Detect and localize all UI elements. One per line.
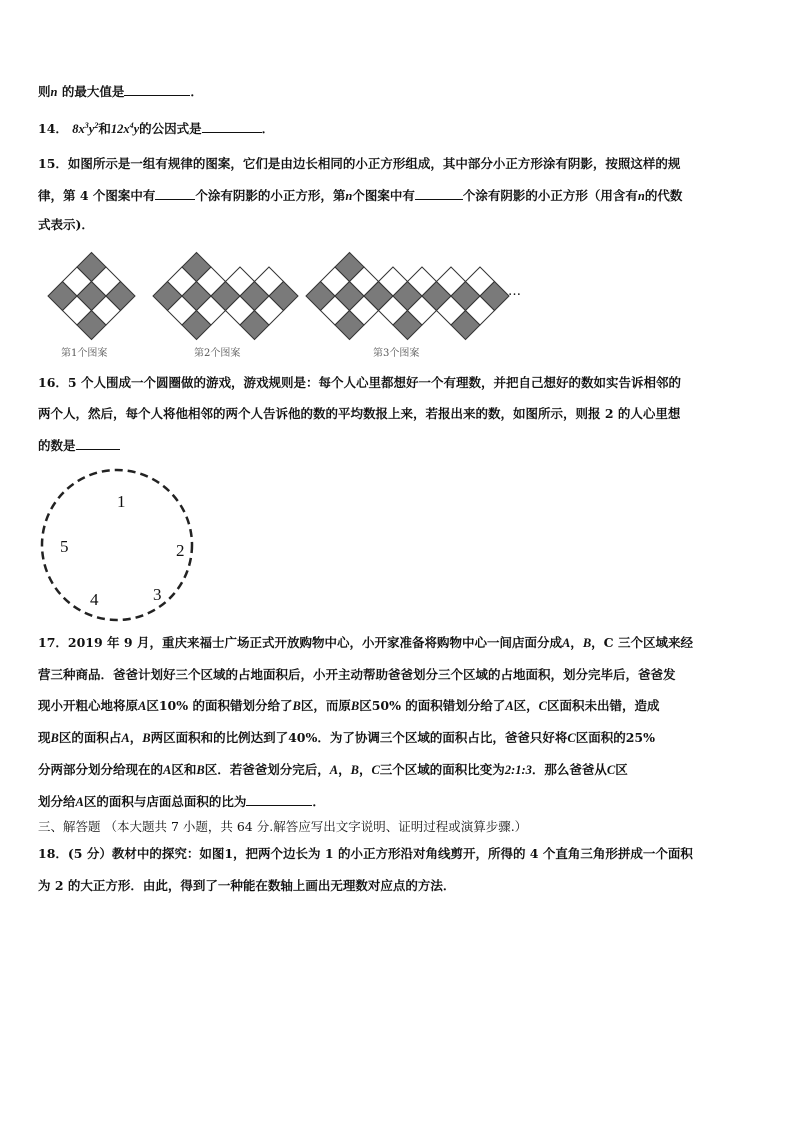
q17-line3 [38, 697, 756, 715]
q15-var-n2: n [637, 189, 645, 203]
q17-l4c: ， [129, 730, 143, 745]
q15-line2a: 律，第 4 个图案中有 [38, 188, 156, 203]
q17-l5b: 区和 [171, 762, 197, 777]
q17-l1a: 17．2019 年 9 月，重庆来福士广场正式开放购物中心，小开家准备将购物中心一间店面分成 [38, 635, 562, 650]
q17-l6-var-A: A [75, 795, 84, 809]
q18-line1: 18．(5 分）教材中的探究：如图1，把两个边长为 1 的小正方形沿对角线剪开，所得的 4 个直角三角形拼成一个面积 [38, 846, 693, 861]
q17-l3e: 区， [513, 698, 539, 713]
q15-line2e: 的代数 [644, 188, 683, 203]
q17-l4-var-B2: B [142, 731, 151, 745]
q17-l5a: 分两部分划分给现在的 [38, 762, 164, 777]
q14-exp3: 4 [129, 121, 134, 130]
q13-text-pre: 则 [38, 84, 51, 99]
q15-var-n: n [345, 189, 353, 203]
q17-l1-var-B: B [582, 636, 592, 650]
q17-l5-var-C2: C [606, 763, 616, 777]
q17-ratio: 2:1:3 [504, 763, 532, 777]
q17-l1-var-A: A [561, 636, 571, 650]
q17-l4a: 现 [38, 730, 51, 745]
q17-line6 [38, 792, 756, 811]
q14-exp1: 3 [84, 121, 89, 130]
caption-pattern-1: 第1个图案 [61, 348, 108, 359]
q17-l6b: 区的面积与店面总面积的比为 [83, 794, 247, 809]
q15-line1: 15．如图所示是一组有规律的图案，它们是由边长相同的小正方形组成，其中部分小正方形涂有阴影，按照这样的规 [38, 156, 681, 171]
q14-y1: y [88, 122, 95, 136]
q13-end: ． [190, 84, 203, 99]
q14-y2: y [133, 122, 140, 136]
circle-number-5: 5 [60, 537, 69, 556]
q17-l4e: 区面积的25% [575, 730, 655, 745]
q13-var: n [50, 85, 58, 99]
q17-l4-var-B: B [50, 731, 59, 745]
q17-l3-var-C: C [538, 699, 548, 713]
circle-number-1: 1 [117, 492, 126, 511]
q17-l1b: ，C 三个区域来经 [591, 635, 693, 650]
q15-line3: 式表示)． [38, 217, 94, 232]
q17-l5-var-B2: B [350, 763, 359, 777]
q17-l5e: ．那么爸爸从 [531, 762, 607, 777]
q15-line2b: 个涂有阴影的小正方形，第 [195, 188, 346, 203]
q17-l4-var-C: C [567, 731, 576, 745]
q14-exp2: 2 [94, 121, 99, 130]
q17-l3a: 现小开粗心地将原 [38, 698, 139, 713]
q17-l3b: 区10% 的面积错划分给了 [146, 698, 293, 713]
q17-l5-var-A2: A [329, 763, 339, 777]
q14-expr2: 12x [110, 122, 130, 136]
q15-line2d: 个涂有阴影的小正方形（用含有 [462, 188, 638, 203]
caption-pattern-2: 第2个图案 [194, 348, 241, 359]
q17-l3d: 区50% 的面积错划分给了 [359, 698, 506, 713]
q17-l3f: 区面积未出错，造成 [547, 698, 660, 713]
q17-l5f: 区 [615, 762, 628, 777]
q17-l3-var-A2: A [505, 699, 514, 713]
q17-l4-var-A: A [121, 731, 130, 745]
q14-number: 14． [38, 121, 68, 136]
q17-l5-sep1: ， [338, 762, 351, 777]
section-3-heading: 三、解答题 （本大题共 7 小题，共 64 分.解答应写出文字说明、证明过程或演算步骤.） [38, 819, 528, 834]
q17-l3-var-B: B [292, 699, 301, 713]
q17-l3c: 区，而原 [300, 698, 351, 713]
q17-l4b: 区的面积占 [58, 730, 122, 745]
q17-l5d: 三个区域的面积比变为 [379, 762, 505, 777]
q17-l3-var-B2: B [350, 699, 360, 713]
q17-l3-var-A: A [138, 699, 147, 713]
caption-pattern-3: 第3个图案 [373, 348, 420, 359]
q14-and: 和 [98, 121, 111, 136]
q17-l5-var-C: C [371, 763, 380, 777]
circle-number-3: 3 [153, 585, 162, 604]
q17-l5-var-B: B [196, 763, 205, 777]
q18-line2: 为 2 的大正方形．由此，得到了一种能在数轴上画出无理数对应点的方法． [38, 878, 456, 893]
ellipsis-icon: … [508, 284, 521, 299]
q17-l5-sep2: ， [358, 762, 372, 777]
q14-post: 的公因式是 [139, 121, 202, 136]
q16-line1: 16．5 个人围成一个圆圈做的游戏，游戏规则是：每个人心里都想好一个有理数，并把自己想好的数如实告诉相邻的 [38, 375, 681, 390]
q17-line5 [38, 761, 756, 779]
q17-line1 [38, 634, 756, 652]
q17-l4d: 两区面积和的比例达到了40%．为了协调三个区域的面积占比，爸爸只好将 [150, 730, 568, 745]
q17-l5c: 区．若爸爸划分完后， [204, 762, 330, 777]
q14-end: ． [261, 121, 275, 136]
q13-text-post: 的最大值是 [57, 84, 125, 99]
q16-line3-text: 的数是 [38, 438, 76, 453]
q17-l5-var-A: A [163, 763, 172, 777]
q15-line2c: 个图案中有 [352, 188, 415, 203]
q17-line4 [38, 729, 756, 747]
circle-number-4: 4 [90, 590, 99, 609]
q17-answer-blank[interactable] [246, 792, 312, 806]
q17-end: ． [312, 794, 325, 809]
q17-l1-sep: ， [570, 635, 583, 650]
q14-expr1: 8x [72, 122, 85, 136]
circle-number-2: 2 [176, 541, 185, 560]
q17-l6a: 划分给 [38, 794, 76, 809]
q17-line2: 营三种商品．爸爸计划好三个区域的占地面积后，小开主动帮助爸爸划分三个区域的占地面积，划分完毕后，爸爸发 [38, 667, 676, 682]
q16-line2: 两个人，然后，每个人将他相邻的两个人告诉他的数的平均数报上来，若报出来的数，如图所示，则报 2 的人心里想 [38, 406, 681, 421]
